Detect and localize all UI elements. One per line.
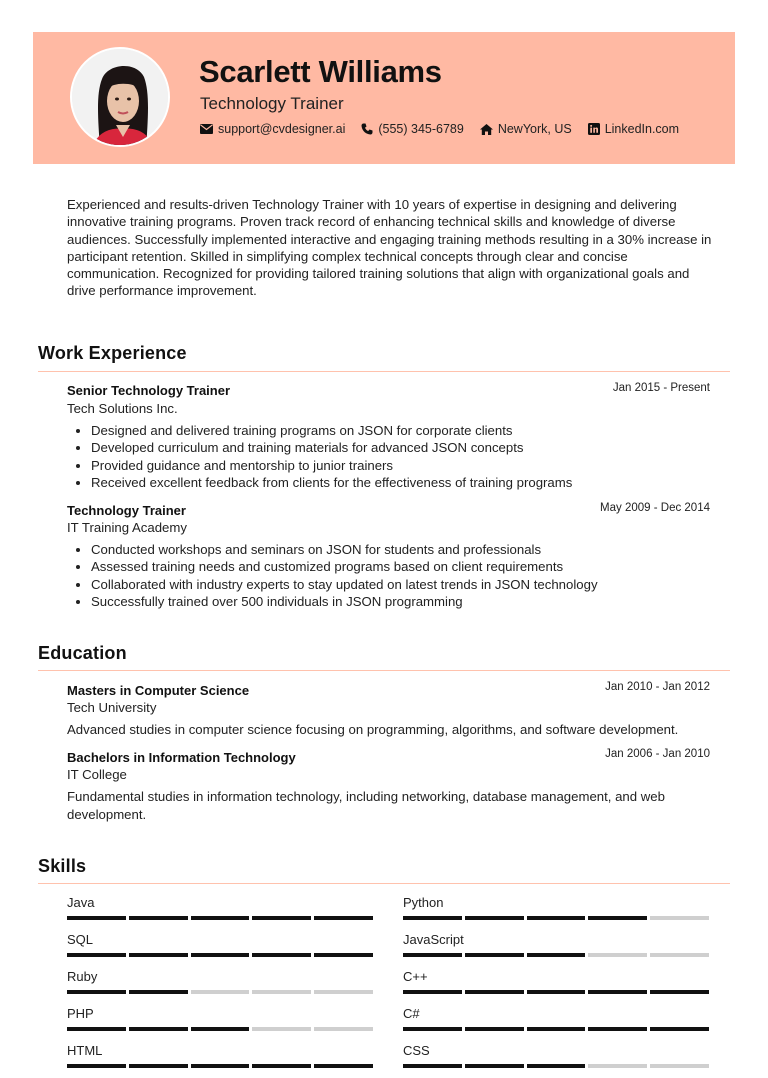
skill-level-segment bbox=[403, 990, 462, 994]
job-title: Senior Technology Trainer bbox=[67, 383, 231, 398]
skill-level-segment bbox=[527, 1064, 586, 1068]
skill-level-segment bbox=[191, 1064, 250, 1068]
skill-name: PHP bbox=[67, 1006, 94, 1021]
skill-level-segment bbox=[67, 1064, 126, 1068]
list-item: • Conducted workshops and seminars on JSON for students and professionals bbox=[91, 541, 711, 558]
skill-level-segment bbox=[650, 916, 709, 920]
contact-list bbox=[200, 122, 695, 136]
skill-level-segment bbox=[403, 953, 462, 957]
job-company: Tech Solutions Inc. bbox=[67, 401, 178, 416]
skill-level-segment bbox=[465, 916, 524, 920]
list-item: • Collaborated with industry experts to stay updated on latest trends in JSON technology bbox=[91, 576, 711, 593]
skill-name: CSS bbox=[403, 1043, 430, 1058]
contact-phone-text: (555) 345-6789 bbox=[378, 122, 464, 136]
skill-level-segment bbox=[67, 990, 126, 994]
school-name: Tech University bbox=[67, 700, 157, 715]
candidate-name: Scarlett Williams bbox=[199, 54, 442, 89]
contact-linkedin-text: LinkedIn.com bbox=[604, 122, 680, 136]
contact-phone[interactable] bbox=[361, 122, 463, 136]
job-company: IT Training Academy bbox=[67, 520, 187, 535]
skill-level-segment bbox=[314, 953, 373, 957]
skill-level-segment bbox=[191, 990, 250, 994]
skills-heading: Skills bbox=[38, 856, 87, 876]
professional-summary: Experienced and results-driven Technology Trainer with 10 years of expertise in designing and delivering innovative training programs. Proven track record of enhancing technical skills and knowledge of diverse audiences. Successfully implemented interactive and engaging training methods resulting in a 30% increase in participant retention. Skilled in simplifying complex technical concepts through clear and concise communication. Recognized for providing tailored training solutions that align with organizational goals and drive performance improvement. bbox=[67, 197, 712, 299]
linkedin-icon bbox=[588, 123, 600, 135]
skill-level-segment bbox=[67, 1027, 126, 1031]
skill-level-bar bbox=[67, 990, 373, 994]
work-experience-heading: Work Experience bbox=[38, 343, 187, 363]
skill-level-segment bbox=[129, 1064, 188, 1068]
home-icon bbox=[480, 124, 493, 135]
skill-level-segment bbox=[252, 990, 311, 994]
degree-description: Advanced studies in computer science focusing on programming, algorithms, and software development. bbox=[67, 722, 679, 737]
skill-level-segment bbox=[588, 953, 647, 957]
skill-level-bar bbox=[403, 916, 709, 920]
degree-title: Masters in Computer Science bbox=[67, 683, 250, 698]
degree-description: Fundamental studies in information technology, including networking, database management, and web development. bbox=[67, 789, 665, 822]
skill-level-segment bbox=[314, 990, 373, 994]
list-item: • Assessed training needs and customized programs based on client requirements bbox=[91, 558, 711, 575]
skill-level-segment bbox=[588, 1027, 647, 1031]
education-heading: Education bbox=[38, 643, 127, 663]
skill-name: Python bbox=[403, 895, 444, 910]
skill-level-segment bbox=[465, 1064, 524, 1068]
envelope-icon bbox=[200, 124, 213, 134]
skill-level-bar bbox=[67, 1027, 373, 1031]
skill-level-segment bbox=[650, 1064, 709, 1068]
skill-level-segment bbox=[465, 953, 524, 957]
degree-title: Bachelors in Information Technology bbox=[67, 750, 296, 765]
skill-level-segment bbox=[129, 990, 188, 994]
skill-level-segment bbox=[527, 916, 586, 920]
contact-location bbox=[480, 122, 572, 136]
skill-name: C# bbox=[403, 1006, 420, 1021]
list-item: • Received excellent feedback from clients for the effectiveness of training programs bbox=[91, 474, 711, 491]
skill-level-segment bbox=[252, 916, 311, 920]
section-divider bbox=[38, 670, 730, 671]
skill-level-bar bbox=[67, 953, 373, 957]
contact-email-text: support@cvdesigner.ai bbox=[218, 122, 346, 136]
list-item: • Developed curriculum and training materials for advanced JSON concepts bbox=[91, 439, 711, 456]
degree-dates: Jan 2006 - Jan 2010 bbox=[605, 748, 710, 760]
skill-name: HTML bbox=[67, 1043, 103, 1058]
contact-email[interactable] bbox=[200, 122, 345, 136]
skill-level-segment bbox=[129, 953, 188, 957]
skill-level-segment bbox=[527, 1027, 586, 1031]
skill-level-segment bbox=[129, 916, 188, 920]
list-item: • Provided guidance and mentorship to junior trainers bbox=[91, 457, 711, 474]
skill-level-segment bbox=[588, 990, 647, 994]
skill-level-bar bbox=[67, 916, 373, 920]
phone-icon bbox=[361, 123, 373, 135]
job-dates: May 2009 - Dec 2014 bbox=[600, 502, 710, 514]
skill-level-bar bbox=[403, 1064, 709, 1068]
school-name: IT College bbox=[67, 767, 127, 782]
contact-location-text: NewYork, US bbox=[497, 122, 572, 136]
skill-level-segment bbox=[465, 990, 524, 994]
skill-level-segment bbox=[252, 1064, 311, 1068]
skill-level-segment bbox=[403, 1027, 462, 1031]
skill-level-segment bbox=[465, 1027, 524, 1031]
skill-level-bar bbox=[403, 953, 709, 957]
skill-level-segment bbox=[67, 953, 126, 957]
skill-level-segment bbox=[650, 1027, 709, 1031]
job-responsibilities bbox=[67, 422, 711, 491]
skill-level-segment bbox=[588, 916, 647, 920]
skill-level-bar bbox=[67, 1064, 373, 1068]
skill-level-segment bbox=[403, 1064, 462, 1068]
skill-level-segment bbox=[314, 1027, 373, 1031]
job-responsibilities bbox=[67, 541, 711, 610]
contact-linkedin[interactable] bbox=[588, 122, 679, 136]
skill-level-bar bbox=[403, 990, 709, 994]
skill-level-segment bbox=[191, 1027, 250, 1031]
skill-name: JavaScript bbox=[403, 932, 464, 947]
skill-level-segment bbox=[129, 1027, 188, 1031]
skill-name: SQL bbox=[67, 932, 94, 947]
skill-level-segment bbox=[588, 1064, 647, 1068]
skill-level-segment bbox=[527, 953, 586, 957]
skill-level-segment bbox=[252, 953, 311, 957]
job-title: Technology Trainer bbox=[67, 503, 186, 518]
candidate-role: Technology Trainer bbox=[200, 94, 344, 113]
section-divider bbox=[38, 371, 730, 372]
skill-level-segment bbox=[191, 953, 250, 957]
skill-level-segment bbox=[403, 916, 462, 920]
skill-name: Java bbox=[67, 895, 95, 910]
profile-photo bbox=[70, 47, 170, 147]
list-item: • Designed and delivered training programs on JSON for corporate clients bbox=[91, 422, 711, 439]
skill-level-segment bbox=[252, 1027, 311, 1031]
skill-name: Ruby bbox=[67, 969, 98, 984]
skill-level-segment bbox=[650, 990, 709, 994]
skill-name: C++ bbox=[403, 969, 428, 984]
skill-level-segment bbox=[527, 990, 586, 994]
skill-level-bar bbox=[403, 1027, 709, 1031]
skill-level-segment bbox=[314, 1064, 373, 1068]
skill-level-segment bbox=[67, 916, 126, 920]
list-item: • Successfully trained over 500 individuals in JSON programming bbox=[91, 593, 711, 610]
skill-level-segment bbox=[650, 953, 709, 957]
skill-level-segment bbox=[191, 916, 250, 920]
degree-dates: Jan 2010 - Jan 2012 bbox=[605, 681, 710, 693]
job-dates: Jan 2015 - Present bbox=[612, 382, 710, 394]
resume-header bbox=[33, 32, 735, 164]
section-divider bbox=[38, 883, 730, 884]
skill-level-segment bbox=[314, 916, 373, 920]
